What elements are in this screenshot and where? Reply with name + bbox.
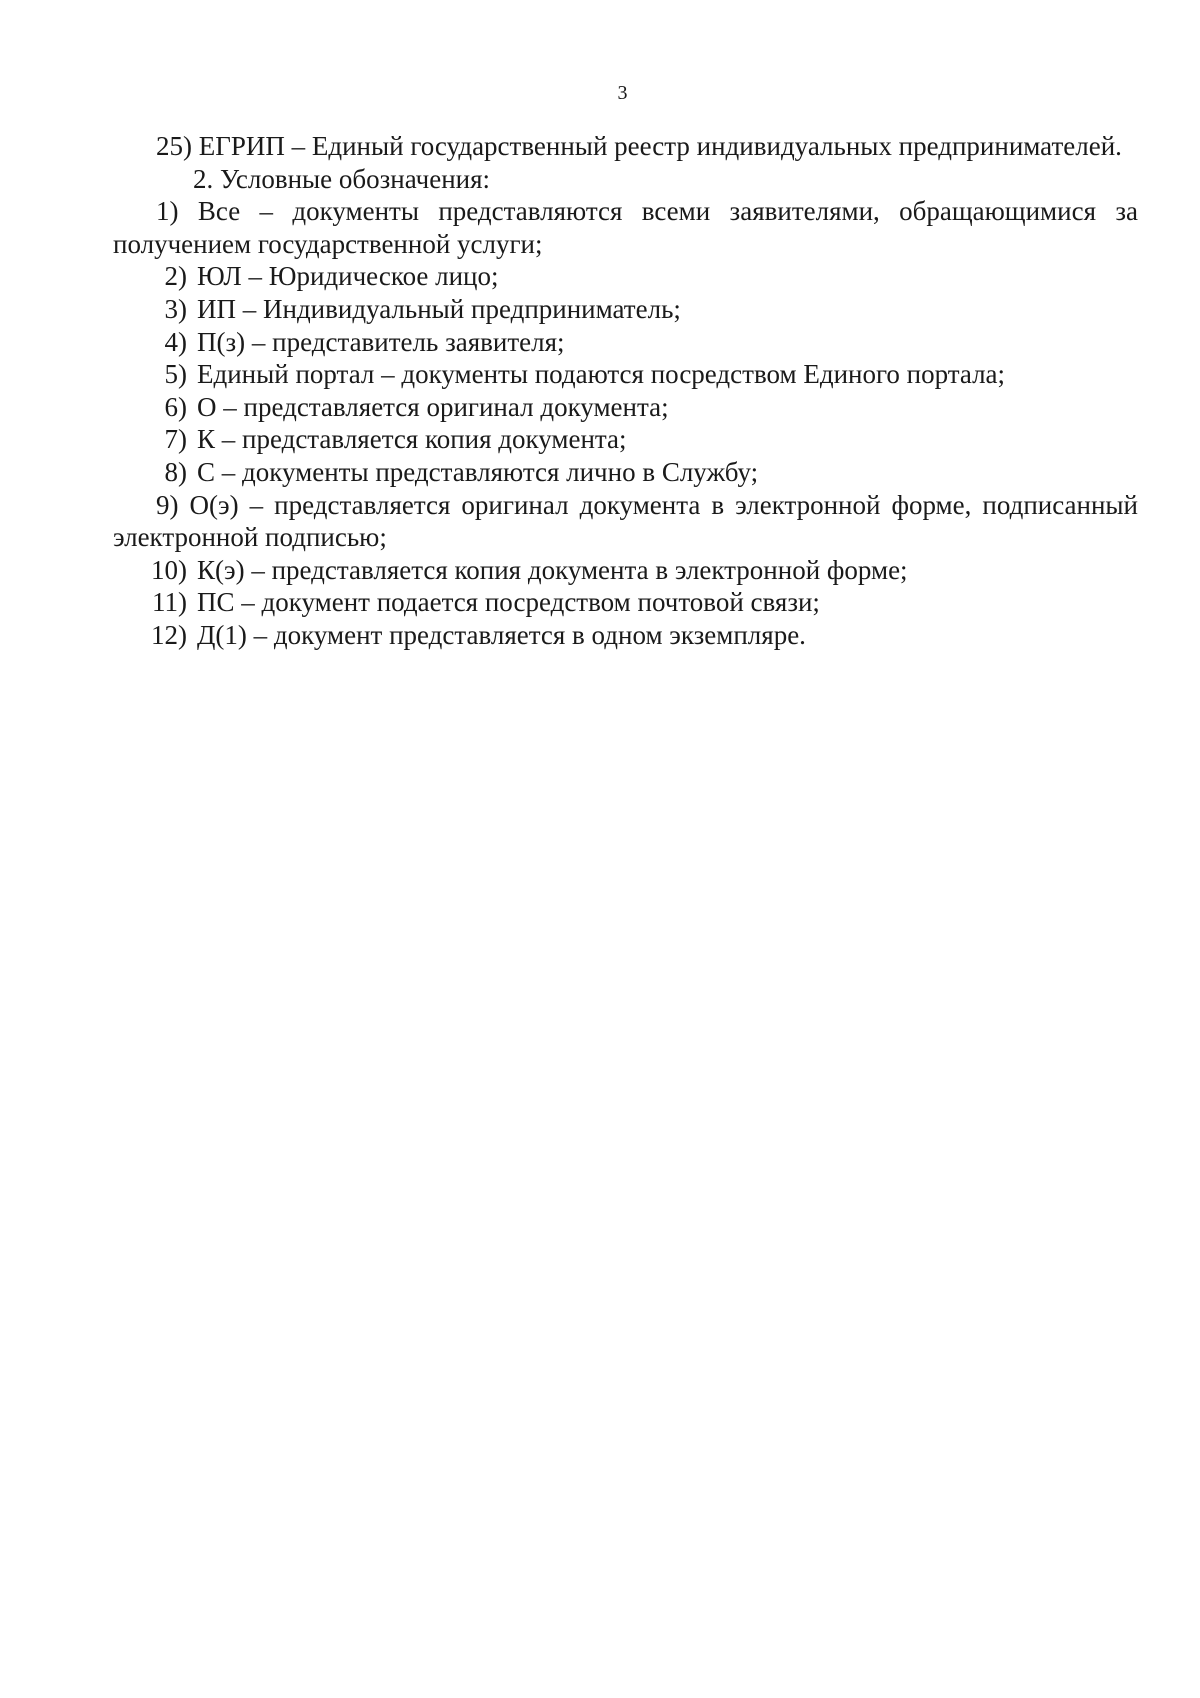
list-item xyxy=(113,260,1138,293)
item-number: 1) xyxy=(156,196,179,227)
list-item xyxy=(113,456,1138,489)
item-number: 7) xyxy=(164,424,187,455)
item-text: ЮЛ – Юридическое лицо; xyxy=(197,261,499,292)
item-number: 2) xyxy=(164,261,187,292)
item-text: ПС – документ подается посредством почтовой связи; xyxy=(197,587,820,618)
item-number: 9) xyxy=(156,489,179,520)
item-number: 10) xyxy=(151,554,187,585)
item-number: 12) xyxy=(151,619,187,650)
section-number: 2. xyxy=(193,163,214,194)
item-text: К(э) – представляется копия документа в электронной форме; xyxy=(197,554,908,585)
page-number: 3 xyxy=(617,82,628,104)
list-item xyxy=(113,326,1138,359)
section-title: Условные обозначения: xyxy=(220,163,491,194)
list-item xyxy=(113,423,1138,456)
list-item xyxy=(113,130,1138,163)
item-number: 25) xyxy=(156,131,192,161)
list-item xyxy=(113,554,1138,587)
item-text: Единый портал – документы подаются посредством Единого портала; xyxy=(197,359,1006,390)
item-number: 6) xyxy=(164,391,187,422)
list-item xyxy=(113,358,1138,391)
item-text: П(з) – представитель заявителя; xyxy=(197,326,565,357)
item-text: С – документы представляются лично в Службу; xyxy=(197,456,759,487)
document-body xyxy=(113,130,1138,652)
item-text: К – представляется копия документа; xyxy=(197,424,627,455)
item-number: 5) xyxy=(164,359,187,390)
item-number: 4) xyxy=(164,326,187,357)
item-text: О(э) – представляется оригинал документа в электронной форме, подписанный электронной подписью; xyxy=(113,489,1139,553)
list-item xyxy=(113,489,1138,554)
item-number: 8) xyxy=(164,456,187,487)
list-item xyxy=(113,619,1138,652)
list-item xyxy=(113,586,1138,619)
item-number: 3) xyxy=(164,293,187,324)
item-text: ИП – Индивидуальный предприниматель; xyxy=(197,293,681,324)
item-number: 11) xyxy=(152,587,187,618)
item-text: Д(1) – документ представляется в одном экземпляре. xyxy=(197,619,806,650)
item-text: ЕГРИП – Единый государственный реестр индивидуальных предпринимателей. xyxy=(198,131,1122,161)
list-item xyxy=(113,391,1138,424)
item-text: Все – документы представляются всеми заявителями, обращающимися за получением государственной услуги; xyxy=(113,196,1138,259)
list-item xyxy=(113,195,1138,260)
item-text: О – представляется оригинал документа; xyxy=(197,391,669,422)
section-heading xyxy=(113,163,1138,196)
list-item xyxy=(113,293,1138,326)
